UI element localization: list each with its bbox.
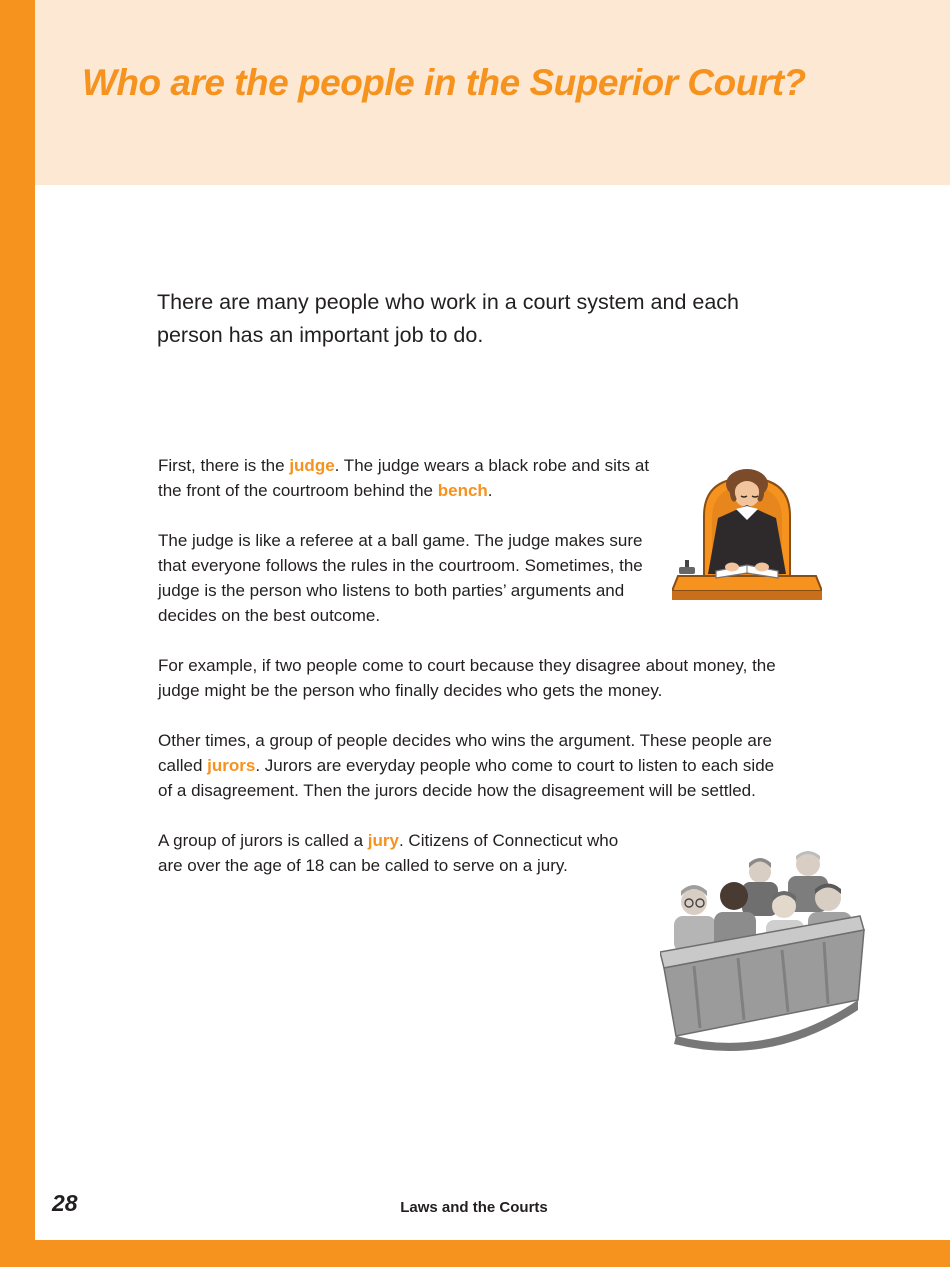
paragraph-judge (158, 453, 663, 503)
keyword-highlight: bench (437, 481, 488, 500)
intro-text: There are many people who work in a court system and each person has an important job to do. (157, 290, 739, 347)
juror-icon (720, 882, 748, 910)
keyword-highlight: jurors (207, 756, 256, 775)
left-accent-bar (0, 0, 35, 1267)
text-segment: Other times, a group of people decides who wins the argument. These people are called (158, 731, 772, 775)
text-segment: A group of jurors is called a (158, 831, 368, 850)
text-segment: . Citizens of Connecticut who are over the age of 18 can be called to serve on a jury. (158, 831, 619, 875)
page-number: 28 (52, 1190, 78, 1216)
jury-illustration (660, 824, 866, 1054)
keyword-highlight: judge (289, 456, 335, 475)
bench-icon (672, 576, 822, 591)
paragraph-example (158, 653, 786, 703)
text-segment: . Jurors are everyday people who come to court to listen to each side of a disagreement. Then the jurors decide how the disagreement will be settled. (158, 756, 775, 800)
text-segment: For example, if two people come to court because they disagree about money, the judge might be the person who finally decides who gets the money. (158, 656, 776, 700)
text-segment: First, there is the (158, 456, 290, 475)
footer-title: Laws and the Courts (400, 1199, 548, 1216)
page-header (35, 0, 950, 185)
keyword-highlight: jury (367, 831, 399, 850)
text-segment: . (487, 481, 493, 500)
paragraph-jurors (158, 728, 776, 803)
judge-illustration (672, 450, 822, 635)
page-title: Who are the people in the Superior Court? (82, 62, 806, 103)
text-segment: . The judge wears a black robe and sits at the front of the courtroom behind the (158, 456, 650, 500)
paragraph-referee (158, 528, 670, 628)
text-segment: The judge is like a referee at a ball game. The judge makes sure that everyone follows the rules in the courtroom. Sometimes, the judge is the person who listens to both parties’ arguments and decides on the best outcome. (158, 531, 643, 625)
paragraph-jury (158, 828, 628, 878)
bottom-accent-bar (35, 1240, 950, 1267)
judge-face-icon (734, 481, 760, 507)
